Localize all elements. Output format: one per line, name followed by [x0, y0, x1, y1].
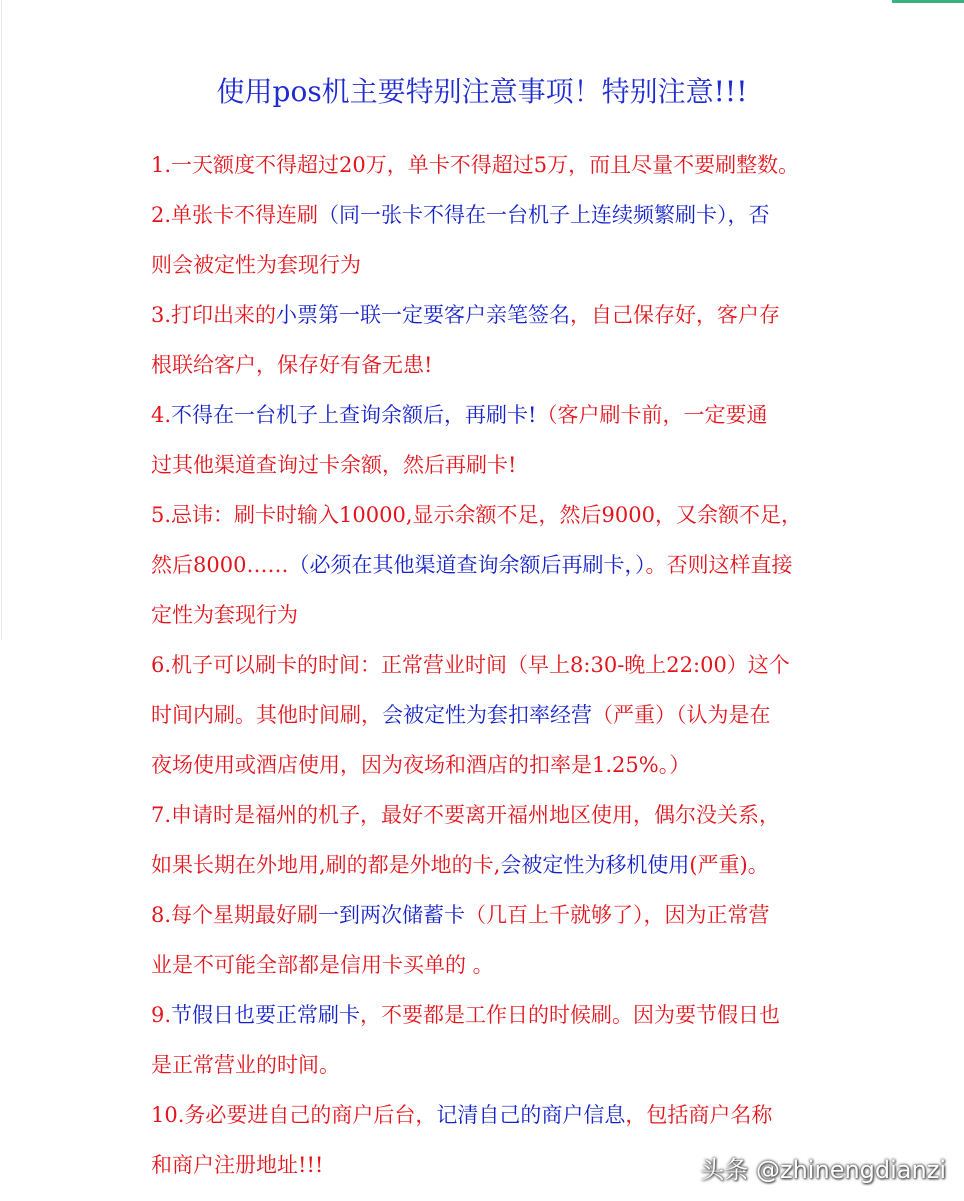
notice-text-segment: 根联给客户，保存好有备无患! — [151, 353, 433, 377]
notice-line — [151, 990, 821, 1040]
notice-line — [151, 240, 821, 290]
notice-line — [151, 740, 821, 790]
notice-text-segment: 会被定性为移机使用 — [500, 853, 690, 877]
notice-text-segment: 如果长期在外地用,刷的都是外地的卡, — [151, 853, 501, 877]
notice-text-segment: 不得在一台机子上查询余额后，再刷卡! — [171, 403, 537, 427]
notice-text-segment: 9. — [151, 1003, 172, 1027]
notice-text-segment: （严重）（认为是在 — [592, 703, 771, 727]
notice-text-segment: 5.忌讳：刷卡时输入10000,显示余额不足，然后9000，又余额不足， — [151, 503, 802, 527]
notice-line — [151, 890, 821, 940]
notice-text-segment: 记清自己的商户信息 — [436, 1103, 626, 1127]
notice-text-segment: 过其他渠道查询过卡余额，然后再刷卡! — [151, 453, 517, 477]
notice-line — [151, 140, 821, 190]
notice-text-segment: 6.机子可以刷卡的时间：正常营业时间（早上8:30-晚上22:00）这个 — [151, 653, 790, 677]
notice-line — [151, 790, 821, 840]
notice-text-segment: 夜场使用或酒店使用，因为夜场和酒店的扣率是1.25%。） — [151, 753, 691, 777]
notice-text-segment: 是正常营业的时间。 — [151, 1053, 340, 1077]
watermark: 头条 @zhinengdianzi — [700, 1156, 946, 1184]
notice-text-segment: 4. — [151, 403, 172, 427]
notice-text-segment: 一到两次储蓄卡 — [318, 903, 466, 927]
page-title: 使用pos机主要特别注意事项！特别注意!!! — [216, 75, 748, 108]
notice-line — [151, 440, 821, 490]
notice-text-segment: 。否则这样直接 — [645, 553, 793, 577]
notice-text-segment: 节假日也要正常刷卡 — [171, 1003, 361, 1027]
notice-text-segment: 1.一天额度不得超过20万，单卡不得超过5万，而且尽量不要刷整数。 — [151, 153, 800, 177]
notice-line — [151, 340, 821, 390]
notice-text-segment: 2.单张卡不得连刷 — [151, 203, 319, 227]
notice-text-segment: (严重)。 — [689, 853, 769, 877]
notice-text-segment: （几百上千就够了），因为正常营 — [465, 903, 770, 927]
notice-line — [151, 590, 821, 640]
notice-text-segment: ，自己保存好，客户存 — [570, 303, 781, 327]
notice-text-segment: 则会被定性为套现行为 — [151, 253, 361, 277]
notice-text-segment: （必须在其他渠道查询余额后再刷卡，） — [288, 553, 646, 577]
notice-line — [151, 1090, 821, 1140]
notice-text-segment: 7.申请时是福州的机子，最好不要离开福州地区使用，偶尔没关系， — [151, 803, 781, 827]
notice-line — [151, 290, 821, 340]
notice-text-segment: （同一张卡不得在一台机子上连续频繁刷卡），否 — [318, 203, 770, 227]
notice-text-segment: 和商户注册地址!!! — [151, 1153, 324, 1177]
top-right-accent-bar — [892, 0, 964, 3]
notice-text-segment: 小票第一联一定要客户亲笔签名 — [276, 303, 571, 327]
notice-text-segment: ，不要都是工作日的时候刷。因为要节假日也 — [360, 1003, 781, 1027]
notice-text-segment: （客户刷卡前，一定要通 — [536, 403, 768, 427]
notice-line — [151, 640, 821, 690]
notice-line — [151, 840, 821, 890]
notice-text-segment: 然后8000…… — [151, 553, 289, 577]
notice-text-segment: 业是不可能全部都是信用卡买单的 。 — [151, 953, 494, 977]
notice-line — [151, 690, 821, 740]
notice-text-segment: 10.务必要进自己的商户后台， — [151, 1103, 437, 1127]
notice-text-segment: 8.每个星期最好刷 — [151, 903, 319, 927]
notice-line — [151, 390, 821, 440]
notice-list — [151, 140, 821, 1190]
notice-text-segment: ，包括商户名称 — [625, 1103, 773, 1127]
notice-text-segment: 定性为套现行为 — [151, 603, 298, 627]
notice-line — [151, 490, 821, 540]
notice-line — [151, 1040, 821, 1090]
notice-text-segment: 3.打印出来的 — [151, 303, 277, 327]
notice-text-segment: 时间内刷。其他时间刷， — [151, 703, 382, 727]
notice-line — [151, 540, 821, 590]
notice-line — [151, 190, 821, 240]
notice-line — [151, 940, 821, 990]
notice-text-segment: 会被定性为套扣率经营 — [382, 703, 592, 727]
